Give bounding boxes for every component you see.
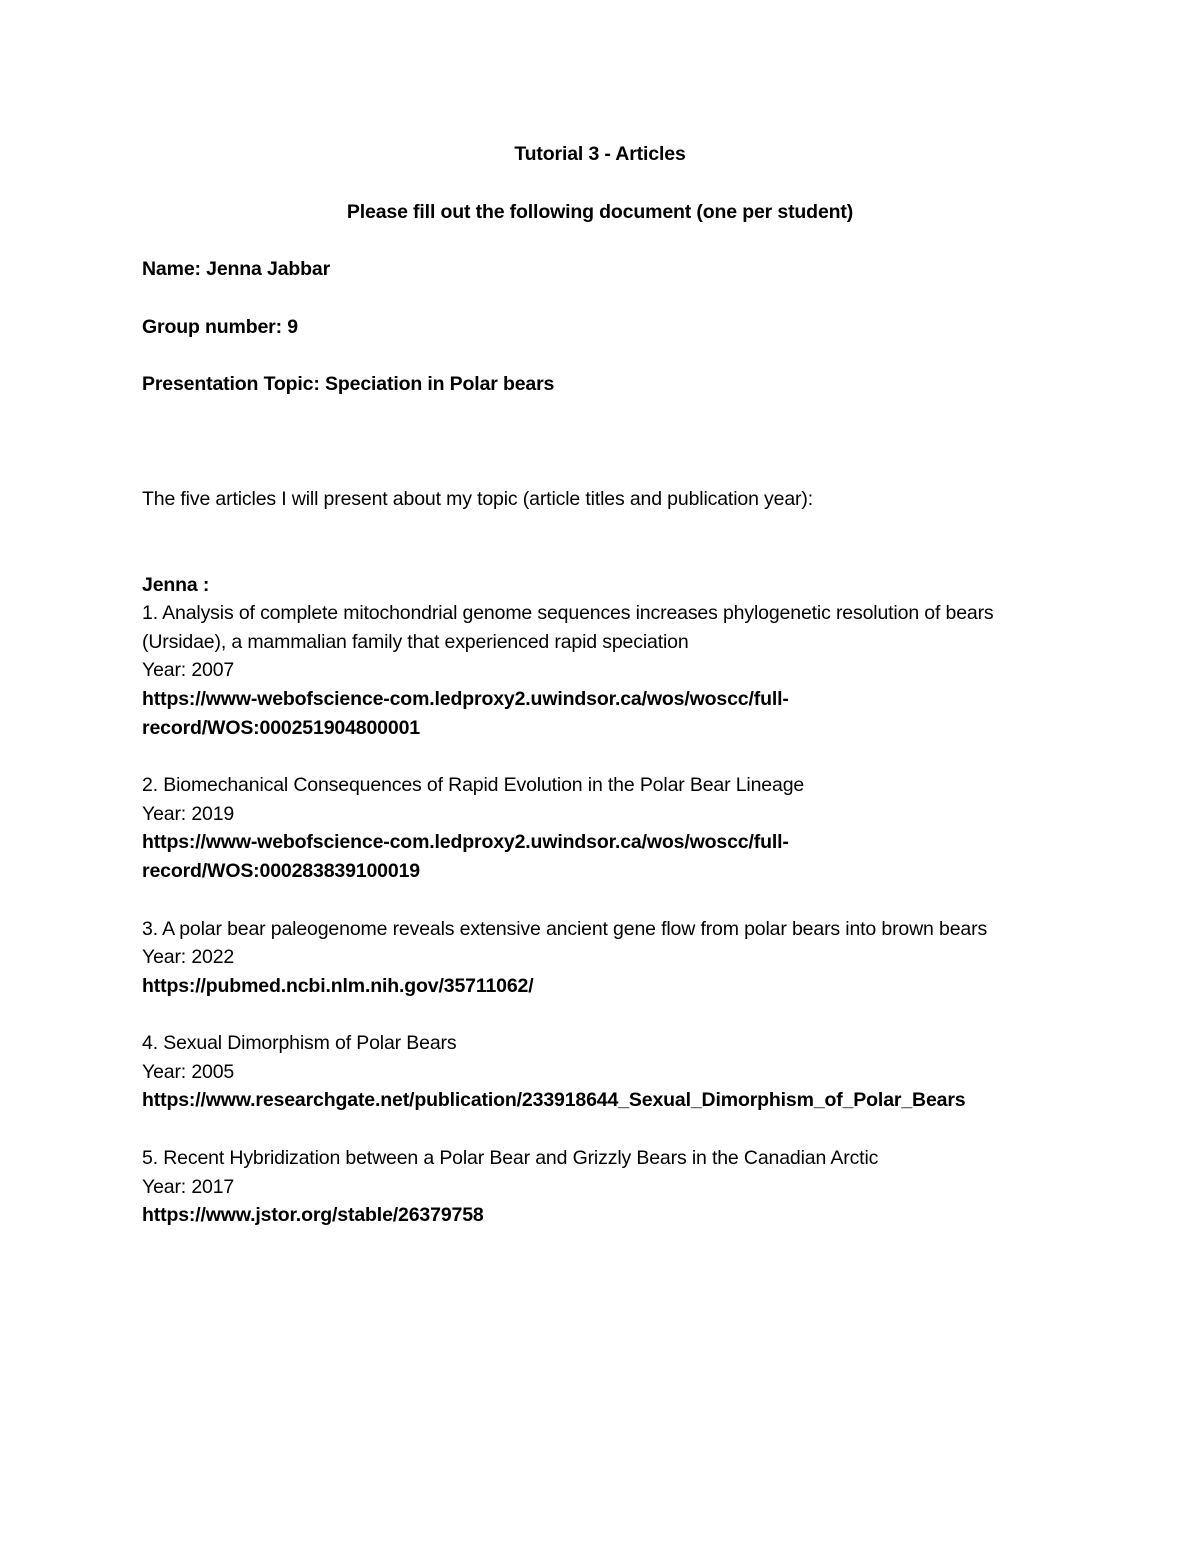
group-value: 9: [287, 315, 298, 338]
article-year: Year: 2005: [142, 1060, 235, 1083]
article-item: [142, 1144, 1072, 1230]
article-url[interactable]: https://www-webofscience-com.ledproxy2.uwindsor.ca/wos/woscc/full-: [142, 831, 789, 854]
article-title: 3. A polar bear paleogenome reveals extensive ancient gene flow from polar bears into brown bears: [142, 917, 988, 940]
article-url[interactable]: https://pubmed.ncbi.nlm.nih.gov/35711062/: [142, 974, 534, 997]
article-url[interactable]: https://www-webofscience-com.ledproxy2.uwindsor.ca/wos/woscc/full-: [142, 687, 789, 710]
article-item: [142, 1029, 1072, 1115]
article-item: [142, 599, 1072, 742]
name-field: [142, 255, 1072, 284]
spacer: [142, 428, 1072, 485]
name-value: Jenna Jabbar: [206, 258, 331, 281]
topic-label: Presentation Topic:: [142, 373, 320, 396]
group-label: Group number:: [142, 315, 282, 338]
article-item: [142, 915, 1072, 1001]
article-year: Year: 2017: [142, 1175, 235, 1198]
article-year: Year: 2019: [142, 802, 235, 825]
article-url-continued[interactable]: record/WOS:000251904800001: [142, 716, 420, 739]
article-title: 1. Analysis of complete mitochondrial genome sequences increases phylogenetic resolution of bears (Ursidae), a mammalian family that experienced rapid speciation: [142, 602, 994, 653]
topic-field: [142, 370, 1072, 399]
article-title: 2. Biomechanical Consequences of Rapid Evolution in the Polar Bear Lineage: [142, 774, 805, 797]
article-url[interactable]: https://www.researchgate.net/publication/233918644_Sexual_Dimorphism_of_Polar_Bears: [142, 1089, 966, 1112]
document-content: [142, 140, 1072, 1259]
article-item: [142, 771, 1072, 885]
topic-value: Speciation in Polar bears: [325, 373, 555, 396]
group-field: [142, 313, 1072, 342]
document-title: Tutorial 3 - Articles: [514, 143, 686, 165]
article-year: Year: 2022: [142, 946, 235, 969]
article-url[interactable]: https://www.jstor.org/stable/26379758: [142, 1204, 484, 1227]
article-title: 4. Sexual Dimorphism of Polar Bears: [142, 1032, 457, 1055]
article-title: 5. Recent Hybridization between a Polar Bear and Grizzly Bears in the Canadian Arctic: [142, 1147, 879, 1170]
intro-text: The five articles I will present about my topic (article titles and publication year):: [142, 487, 813, 510]
article-url-continued[interactable]: record/WOS:000283839100019: [142, 859, 420, 882]
student-heading: Jenna :: [142, 573, 210, 596]
document-subtitle: Please fill out the following document (one per student): [346, 200, 854, 223]
name-label: Name:: [142, 258, 201, 281]
article-year: Year: 2007: [142, 659, 235, 682]
